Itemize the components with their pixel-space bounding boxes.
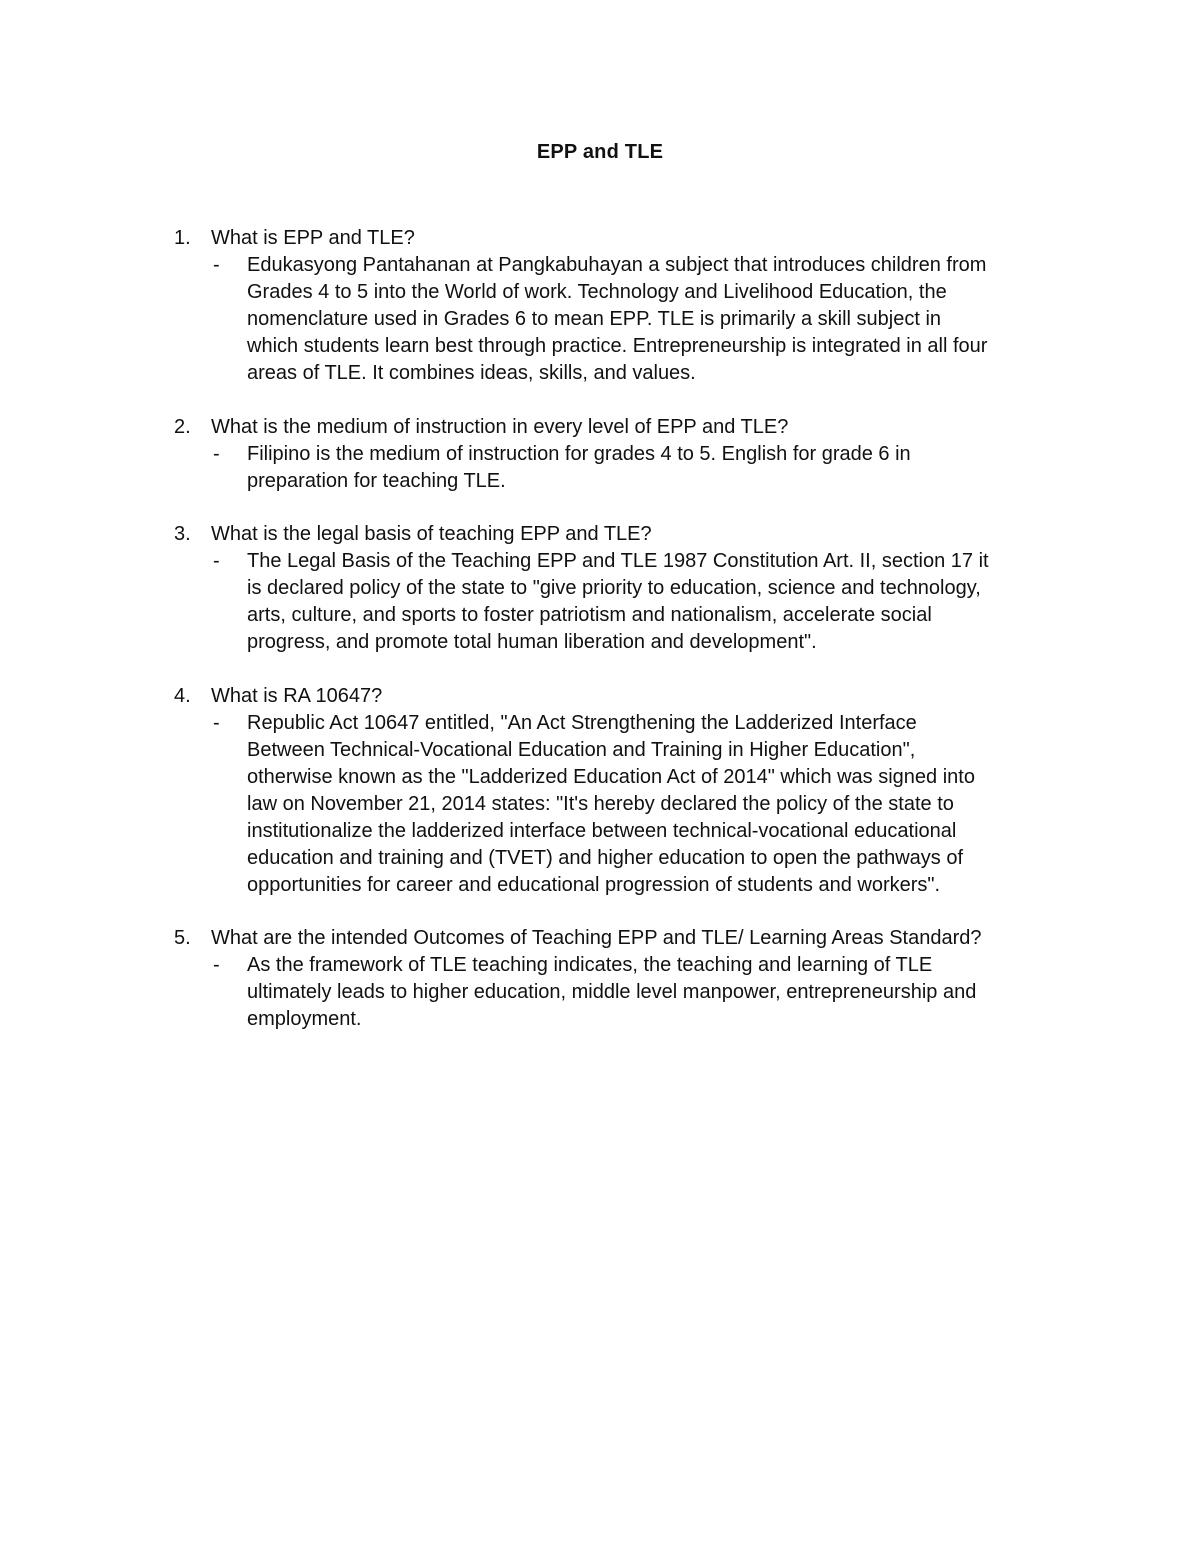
answer-line: areas of TLE. It combines ideas, skills, and values.	[247, 362, 696, 384]
answer	[0, 441, 1059, 495]
answer-line: institutionalize the ladderized interface between technical-vocational educational	[247, 819, 957, 842]
answer-bullet: -	[213, 442, 220, 465]
answer-line: Republic Act 10647 entitled, "An Act Strengthening the Ladderized Interface	[247, 711, 917, 734]
qa-item	[0, 225, 1200, 387]
question	[0, 683, 1200, 710]
answer-bullet: -	[213, 254, 220, 276]
answer-text	[247, 548, 1059, 656]
answer-line: education and training and (TVET) and higher education to open the pathways of	[247, 846, 964, 869]
answer-line: Filipino is the medium of instruction for grades 4 to 5. English for grade 6 in	[247, 442, 911, 465]
answer-line: opportunities for career and educational progression of students and workers".	[247, 873, 941, 896]
answer-line: nomenclature used in Grades 6 to mean EPP. TLE is primarily a skill subject in	[247, 308, 942, 330]
answer	[0, 252, 1059, 387]
question-text: What are the intended Outcomes of Teaching EPP and TLE/ Learning Areas Standard?	[211, 927, 982, 949]
answer-line: progress, and promote total human liberation and development".	[247, 631, 817, 653]
qa-item	[0, 521, 1200, 656]
answer-line: otherwise known as the "Ladderized Education Act of 2014" which was signed into	[247, 765, 975, 788]
question	[0, 925, 1200, 952]
answer-text	[247, 252, 1059, 387]
question-text: What is the medium of instruction in every level of EPP and TLE?	[211, 415, 789, 438]
answer-line: As the framework of TLE teaching indicates, the teaching and learning of TLE	[247, 954, 933, 976]
qa-item	[0, 414, 1200, 495]
question-number: 2.	[174, 415, 191, 438]
question-number: 5.	[174, 927, 191, 949]
question-text: What is the legal basis of teaching EPP and TLE?	[211, 523, 652, 545]
answer	[0, 952, 1059, 1033]
answer-text	[247, 441, 1059, 495]
answer-line: ultimately leads to higher education, middle level manpower, entrepreneurship and	[247, 981, 977, 1003]
answer-line: Between Technical-Vocational Education and Training in Higher Education",	[247, 738, 916, 761]
answer-bullet: -	[213, 711, 220, 734]
answer-line: which students learn best through practice. Entrepreneurship is integrated in all four	[247, 335, 988, 357]
answer-line: law on November 21, 2014 states: "It's hereby declared the policy of the state to	[247, 792, 954, 815]
question-text: What is RA 10647?	[211, 684, 383, 707]
question	[0, 521, 1200, 548]
question-number: 4.	[174, 684, 191, 707]
qa-item	[0, 925, 1200, 1033]
answer-text	[247, 710, 1059, 899]
answer-line: arts, culture, and sports to foster patriotism and nationalism, accelerate social	[247, 604, 932, 626]
answer-line: The Legal Basis of the Teaching EPP and TLE 1987 Constitution Art. II, section 17 it	[247, 550, 989, 572]
document-title: EPP and TLE	[536, 141, 664, 163]
answer-line: employment.	[247, 1008, 362, 1030]
answer-line: Grades 4 to 5 into the World of work. Technology and Livelihood Education, the	[247, 281, 947, 303]
answer-line: is declared policy of the state to "give priority to education, science and technology,	[247, 577, 981, 599]
answer-bullet: -	[213, 954, 220, 976]
answer-text	[247, 952, 1059, 1033]
question	[0, 414, 1200, 441]
answer	[0, 710, 1059, 899]
answer-line: Edukasyong Pantahanan at Pangkabuhayan a subject that introduces children from	[247, 254, 987, 276]
question	[0, 225, 1200, 252]
qa-list	[0, 225, 1200, 1060]
qa-item	[0, 683, 1200, 899]
question-text: What is EPP and TLE?	[211, 227, 415, 249]
answer-line: preparation for teaching TLE.	[247, 469, 506, 492]
question-number: 1.	[174, 227, 191, 249]
answer	[0, 548, 1059, 656]
question-number: 3.	[174, 523, 191, 545]
answer-bullet: -	[213, 550, 220, 572]
